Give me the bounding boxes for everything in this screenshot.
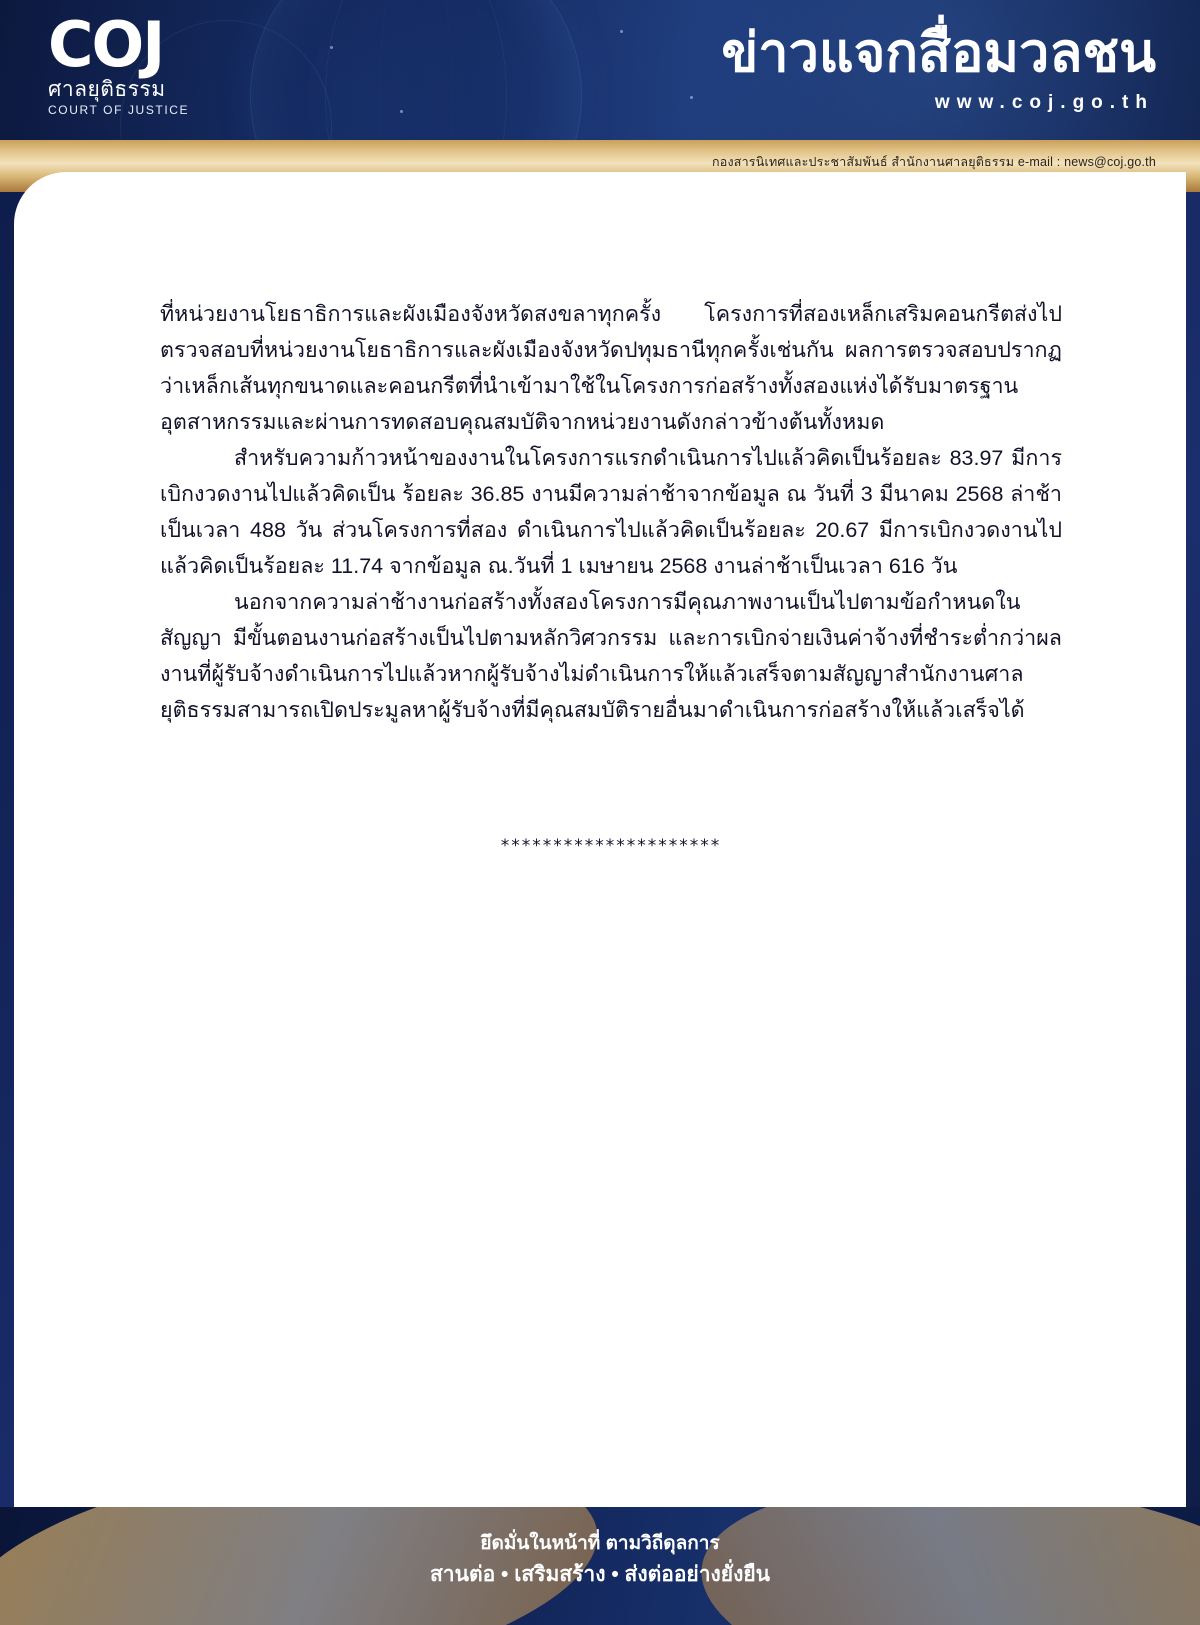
document-body <box>160 296 1062 856</box>
website-url[interactable]: www.coj.go.th <box>934 92 1154 113</box>
header-contact-line: กองสารนิเทศและประชาสัมพันธ์ สำนักงานศาลยุติธรรม e-mail : news@coj.go.th <box>711 155 1156 169</box>
sparkle-icon <box>620 30 623 33</box>
footer-slogan <box>0 1529 1200 1591</box>
footer-slogan-line-2: สานต่อ • เสริมสร้าง • ส่งต่ออย่างยั่งยืน <box>429 1563 771 1586</box>
document-footer <box>0 1507 1200 1625</box>
end-of-document-marker: ********************* <box>500 836 722 856</box>
footer-slogan-line-1: ยึดมั่นในหน้าที่ ตามวิถีดุลการ <box>480 1533 720 1554</box>
page-title: ข่าวแจกสื่อมวลชน <box>721 23 1156 83</box>
paragraph-2: สำหรับความก้าวหน้าของงานในโครงการแรกดำเนินการไปแล้วคิดเป็นร้อยละ 83.97 มีการเบิกงวดงานไปแล้วคิดเป็น ร้อยละ 36.85 งานมีความล่าช้าจากข้อมูล ณ วันที่ 3 มีนาคม 2568 ล่าช้าเป็นเวลา 488 วัน ส่วนโครงการที่สอง ดำเนินการไปแล้วคิดเป็นร้อยละ 20.67 มีการเบิกงวดงานไปแล้วคิดเป็นร้อยละ 11.74 จากข้อมูล ณ.วันที่ 1 เมษายน 2568 งานล่าช้าเป็นเวลา 616 วัน <box>160 446 1062 578</box>
header-title-block <box>721 16 1156 114</box>
coj-logo-thai-name: ศาลยุติธรรม <box>48 78 166 101</box>
sparkle-icon <box>330 46 333 49</box>
coj-logo-english-name: COURT OF JUSTICE <box>48 103 190 117</box>
coj-logo <box>48 8 328 117</box>
paragraph-1: ที่หน่วยงานโยธาธิการและผังเมืองจังหวัดสงขลาทุกครั้ง โครงการที่สองเหล็กเสริมคอนกรีตส่งไปตรวจสอบที่หน่วยงานโยธาธิการและผังเมืองจังหวัดปทุมธานีทุกครั้งเช่นกัน ผลการตรวจสอบปรากฏว่าเหล็กเส้นทุกขนาดและคอนกรีตที่นำเข้ามาใช้ในโครงการก่อสร้างทั้งสองแห่งได้รับมาตรฐานอุตสาหกรรมและผ่านการทดสอบคุณสมบัติจากหน่วยงานดังกล่าวข้างต้นทั้งหมด <box>160 302 1062 434</box>
document-header <box>0 0 1200 140</box>
page-curve-mask <box>14 172 1186 242</box>
sparkle-icon <box>400 110 403 113</box>
coj-logo-wordmark: COJ <box>48 8 164 81</box>
paragraph-3: นอกจากความล่าช้างานก่อสร้างทั้งสองโครงการมีคุณภาพงานเป็นไปตามข้อกำหนดในสัญญา มีขั้นตอนงานก่อสร้างเป็นไปตามหลักวิศวกรรม และการเบิกจ่ายเงินค่าจ้างที่ชำระต่ำกว่าผลงานที่ผู้รับจ้างดำเนินการไปแล้วหากผู้รับจ้างไม่ดำเนินการให้แล้วเสร็จตามสัญญาสำนักงานศาลยุติธรรมสามารถเปิดประมูลหาผู้รับจ้างที่มีคุณสมบัติรายอื่นมาดำเนินการก่อสร้างให้แล้วเสร็จได้ <box>160 590 1062 722</box>
sparkle-icon <box>690 96 693 99</box>
